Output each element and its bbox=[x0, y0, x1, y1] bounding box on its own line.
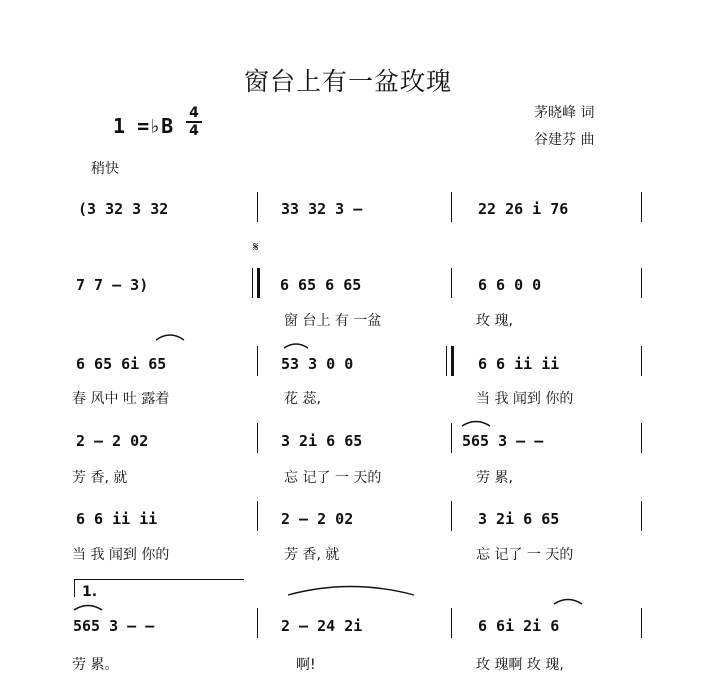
measure-1-notes: (3 32 3 32 bbox=[78, 200, 169, 218]
slur bbox=[288, 587, 414, 596]
lyric-line: 花 蕊, bbox=[284, 391, 321, 407]
lyric-line: 玫 瑰啊 玫 瑰, bbox=[476, 657, 564, 673]
measure-6-notes: 6 6 0 0 bbox=[478, 276, 542, 294]
measure-16-notes: 565 3 – – bbox=[73, 617, 155, 635]
measure-13-notes: 6 6 ii ii bbox=[76, 510, 158, 528]
slur bbox=[554, 600, 582, 605]
lyric-line: 芳 香, 就 bbox=[72, 470, 128, 486]
lyric-line: 当 我 闻到 你的 bbox=[72, 547, 170, 563]
lyric-line: 啊! bbox=[296, 657, 316, 673]
measure-12-notes: 565 3 – – bbox=[462, 432, 544, 450]
lyric-line: 忘 记了 一 天的 bbox=[284, 470, 382, 486]
measure-10-notes: 2 – 2 02 bbox=[76, 432, 149, 450]
lyric-line: 春 风中 吐 露着 bbox=[72, 391, 170, 407]
lyric-line: 劳 累, bbox=[476, 470, 513, 486]
measure-7-notes: 6 65 6i 65 bbox=[76, 355, 167, 373]
measure-17-notes: 2 – 24 2i bbox=[281, 617, 363, 635]
measure-15-notes: 3 2i 6 65 bbox=[478, 510, 560, 528]
measure-4-notes: 7 7 – 3) bbox=[76, 276, 149, 294]
tempo-marking: 稍快 bbox=[91, 161, 119, 177]
measure-14-notes: 2 – 2 02 bbox=[281, 510, 354, 528]
segno-sign: 𝄋 bbox=[253, 240, 259, 255]
measure-2-notes: 33 32 3 – bbox=[281, 200, 363, 218]
measure-11-notes: 3 2i 6 65 bbox=[281, 432, 363, 450]
measure-18-notes: 6 6i 2i 6 bbox=[478, 617, 560, 635]
slur bbox=[156, 335, 184, 340]
time-signature-numerator: 4 bbox=[186, 105, 202, 123]
measure-3-notes: 22 26 i 76 bbox=[478, 200, 569, 218]
slur bbox=[284, 344, 308, 348]
slur bbox=[74, 606, 102, 611]
lyric-line: 芳 香, 就 bbox=[284, 547, 340, 563]
composer-credit: 谷建芬 曲 bbox=[534, 132, 595, 148]
lyricist-credit: 茅晓峰 词 bbox=[534, 105, 595, 121]
lyric-line: 玫 瑰, bbox=[476, 313, 513, 329]
song-title: 窗台上有一盆玫瑰 bbox=[244, 67, 453, 96]
lyric-line: 忘 记了 一 天的 bbox=[476, 547, 574, 563]
lyric-line: 窗 台上 有 一盆 bbox=[284, 313, 382, 329]
lyric-line: 当 我 闻到 你的 bbox=[476, 391, 574, 407]
first-ending-label: 1. bbox=[82, 584, 98, 600]
lyric-line: 劳 累。 bbox=[72, 657, 119, 673]
slur bbox=[462, 422, 490, 427]
key-signature: 1 =♭B bbox=[113, 114, 174, 138]
measure-8-notes: 53 3 0 0 bbox=[281, 355, 354, 373]
measure-5-notes: 6 65 6 65 bbox=[280, 276, 362, 294]
measure-9-notes: 6 6 ii ii bbox=[478, 355, 560, 373]
time-signature-denominator: 4 bbox=[189, 123, 199, 139]
